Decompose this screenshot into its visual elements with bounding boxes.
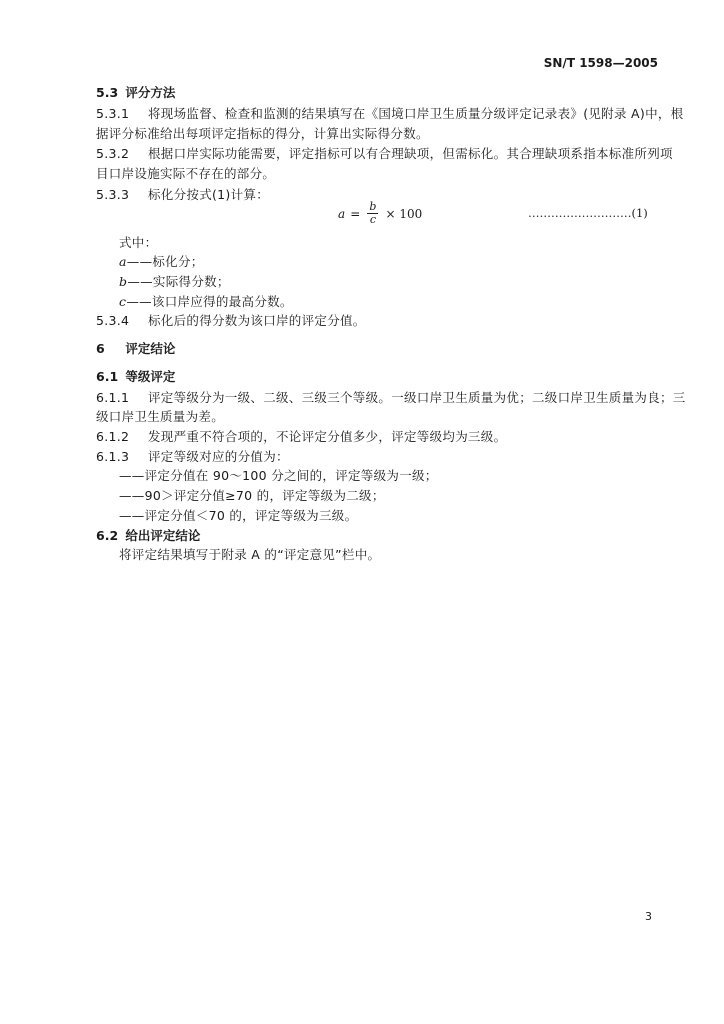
formula-fraction — [367, 201, 378, 226]
clause-number: 6.1.2 — [96, 429, 130, 444]
clause-number: 5.3.2 — [96, 146, 130, 161]
paragraph-5-3-2 — [96, 145, 673, 163]
paragraph-5-3-3 — [96, 186, 269, 204]
paragraph-6-2: 将评定结果填写于附录 A 的“评定意见”栏中。 — [119, 547, 381, 562]
formula-lhs: a — [338, 207, 346, 221]
clause-text: 根据口岸实际功能需要，评定指标可以有合理缺项，但需标化。其合理缺项系指本标准所列项 — [148, 146, 673, 161]
section-title: 给出评定结论 — [125, 528, 201, 543]
formula-denominator: c — [369, 213, 377, 226]
formula-1 — [338, 201, 422, 226]
clause-number: 5.3.3 — [96, 187, 130, 202]
paragraph-5-3-4 — [96, 312, 366, 330]
definition-symbol: c — [119, 294, 127, 309]
formula-numerator: b — [369, 200, 377, 213]
clause-number: 6.1.3 — [96, 449, 130, 464]
clause-number: 6.1.1 — [96, 390, 130, 405]
clause-text: 将现场监督、检查和监测的结果填写在《国境口岸卫生质量分级评定记录表》(见附录 A)中，根 — [148, 106, 684, 121]
section-number: 6 — [96, 341, 105, 356]
list-item: ——评定分值在 90～100 分之间的，评定等级为一级； — [119, 468, 438, 483]
section-number: 5.3 — [96, 85, 119, 100]
clause-number: 5.3.4 — [96, 313, 130, 328]
definition-symbol: a — [119, 254, 127, 269]
page-number: 3 — [645, 910, 652, 923]
paragraph-5-3-1-cont: 据评分标准给出每项评定指标的得分，计算出实际得分数。 — [96, 126, 429, 141]
paragraph-6-1-1 — [96, 389, 686, 407]
section-number: 6.2 — [96, 528, 119, 543]
clause-text: 评定等级分为一级、二级、三级三个等级。一级口岸卫生质量为优；二级口岸卫生质量为良；三 — [148, 390, 686, 405]
definition-text: ——该口岸应得的最高分数。 — [126, 294, 293, 309]
definition-c — [119, 293, 293, 311]
definition-a — [119, 253, 204, 271]
paragraph-6-1-3 — [96, 448, 289, 466]
section-title: 评定结论 — [125, 341, 176, 356]
section-6-heading — [96, 340, 175, 358]
definition-text: ——实际得分数； — [127, 274, 230, 289]
list-item: ——评定分值＜70 的，评定等级为三级。 — [119, 508, 358, 523]
clause-text: 发现严重不符合项的，不论评定分值多少，评定等级均为三级。 — [148, 429, 507, 444]
definition-symbol: b — [119, 274, 128, 289]
definition-b — [119, 273, 230, 291]
paragraph-5-3-2-cont: 目口岸设施实际不存在的部分。 — [96, 166, 276, 181]
formula-label: ………………………(1) — [528, 206, 648, 220]
section-6-1-heading — [96, 368, 175, 386]
section-title: 等级评定 — [125, 369, 176, 384]
paragraph-6-1-2 — [96, 428, 506, 446]
paragraph-5-3-1 — [96, 105, 683, 123]
list-item: ——90＞评定分值≥70 的，评定等级为二级； — [119, 488, 385, 503]
definition-text: ——标化分； — [126, 254, 204, 269]
clause-number: 5.3.1 — [96, 106, 130, 121]
paragraph-6-1-1-cont: 级口岸卫生质量为差。 — [96, 409, 225, 424]
section-title: 评分方法 — [125, 85, 176, 100]
where-label: 式中： — [119, 235, 158, 250]
clause-text: 标化后的得分数为该口岸的评定分值。 — [148, 313, 366, 328]
clause-text: 标化分按式(1)计算： — [148, 187, 270, 202]
section-6-2-heading — [96, 527, 200, 545]
doc-id-header: SN/T 1598—2005 — [543, 56, 658, 70]
section-number: 6.1 — [96, 369, 119, 384]
section-5-3-heading — [96, 84, 175, 102]
clause-text: 评定等级对应的分值为： — [148, 449, 289, 464]
formula-times: × 100 — [385, 207, 423, 221]
formula-equals: = — [350, 207, 361, 221]
